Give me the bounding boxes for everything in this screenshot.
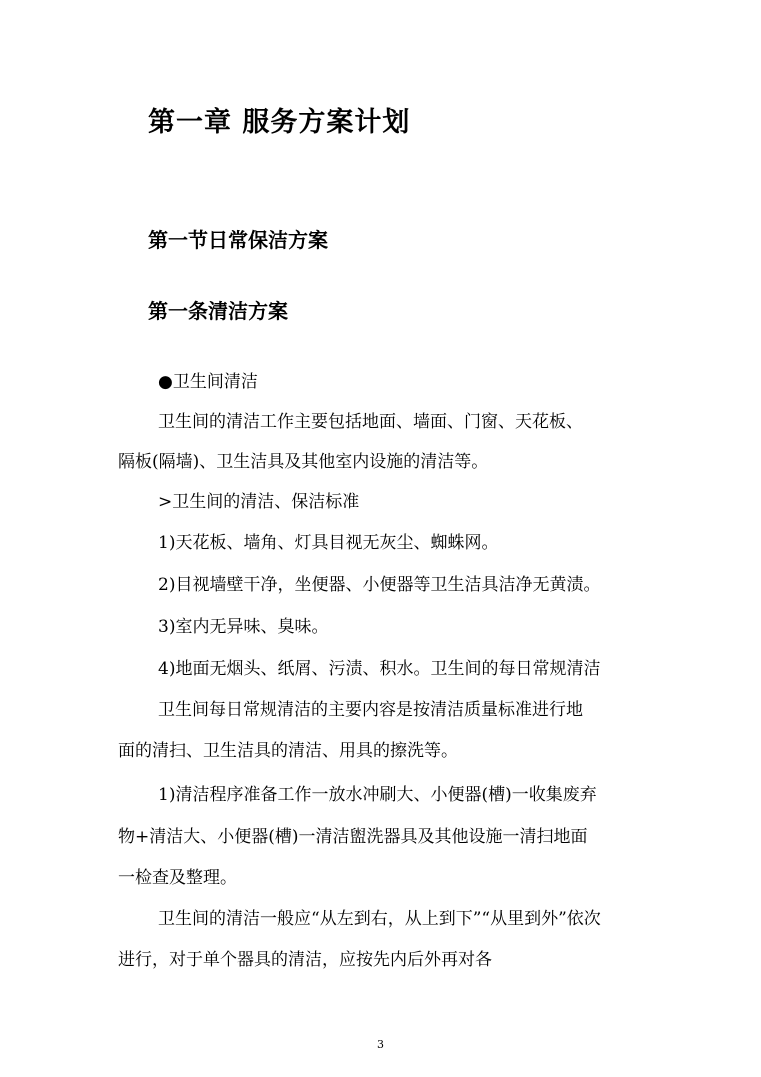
section-title: 第一节日常保洁方案 — [148, 228, 328, 252]
list-item: 4)地面无烟头、纸屑、污渍、积水。卫生间的每日常规清洁 — [158, 659, 601, 679]
chapter-title: 第一章 服务方案计划 — [148, 107, 411, 138]
article-title: 第一条清洁方案 — [148, 299, 288, 323]
paragraph-line: 面的清扫、卫生洁具的清洁、用具的擦洗等。 — [118, 741, 458, 761]
paragraph-line: 卫生间的清洁一般应“从左到右，从上到下”“从里到外”依次 — [158, 909, 601, 929]
paragraph-line: 卫生间的清洁工作主要包括地面、墙面、门窗、天花板、 — [158, 412, 583, 432]
paragraph-line: 卫生间每日常规清洁的主要内容是按清洁质量标准进行地 — [158, 700, 583, 720]
list-item: 2)目视墙壁干净，坐便器、小便器等卫生洁具洁净无黄渍。 — [158, 575, 601, 595]
subheading-line: >卫生间的清洁、保洁标准 — [158, 492, 360, 512]
paragraph-line: 隔板(隔墙)、卫生洁具及其他室内设施的清洁等。 — [118, 452, 489, 472]
paragraph-line: 1)清洁程序准备工作一放水冲刷大、小便器(槽)一收集废弃 — [158, 785, 597, 805]
list-item: 1)天花板、墙角、灯具目视无灰尘、蜘蛛网。 — [158, 533, 499, 553]
page-number: 3 — [377, 1038, 384, 1051]
paragraph-line: 一检查及整理。 — [118, 868, 237, 888]
bullet-heading: ●卫生间清洁 — [158, 372, 258, 392]
paragraph-line: 进行，对于单个器具的清洁，应按先内后外再对各 — [118, 950, 492, 970]
list-item: 3)室内无异味、臭味。 — [158, 617, 329, 637]
paragraph-line: 物+清洁大、小便器(槽)一清洁盥洗器具及其他设施一清扫地面 — [118, 827, 588, 847]
